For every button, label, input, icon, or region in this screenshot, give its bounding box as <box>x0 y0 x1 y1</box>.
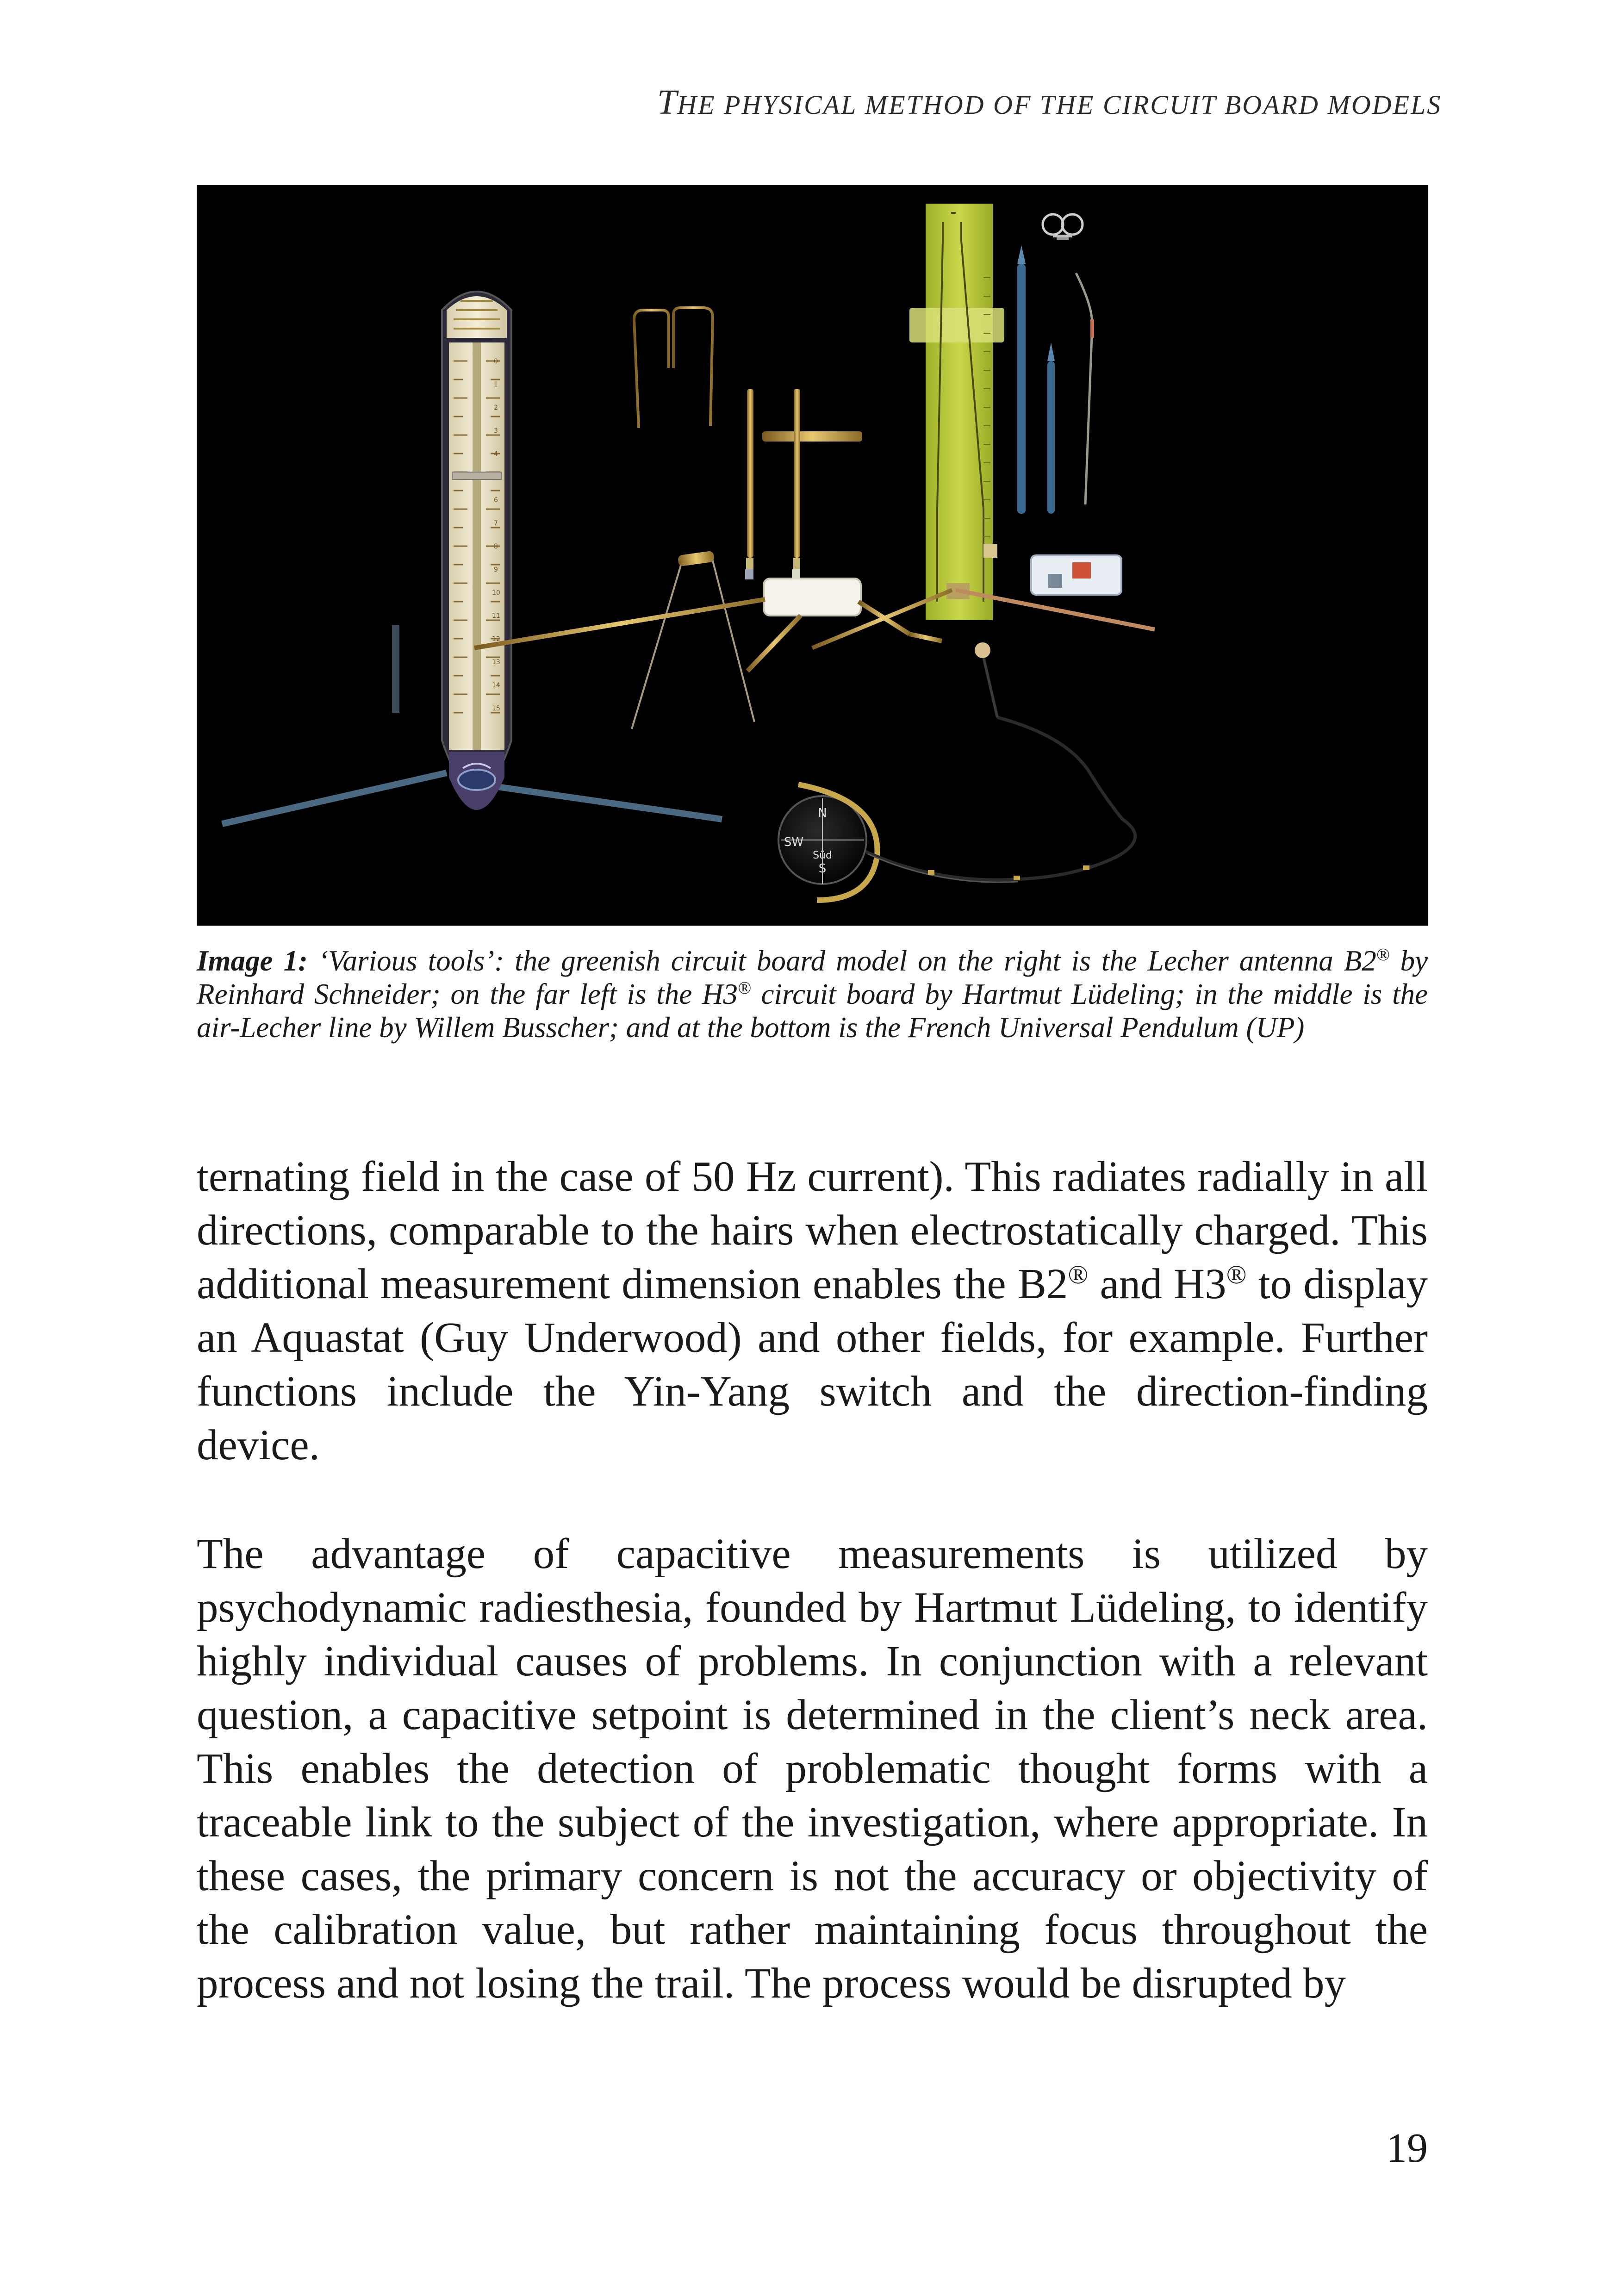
scale-label: 0 <box>494 358 498 365</box>
scale-label: 3 <box>494 427 498 435</box>
scale-label: 15 <box>492 705 500 712</box>
small-component-box <box>1031 555 1121 595</box>
scale-label: 6 <box>494 497 498 504</box>
page-number: 19 <box>1386 2125 1428 2171</box>
compass-label-sw: SW <box>784 835 804 849</box>
caption-reg-2: ® <box>738 978 751 998</box>
para1-text-b: and H3 <box>1088 1260 1226 1308</box>
h3-circuit-board <box>442 292 511 810</box>
scale-label: 13 <box>492 659 500 666</box>
figure-caption <box>197 944 1428 1044</box>
compass-label-sud: Süd <box>813 850 832 861</box>
para1-text-c: to display an Aquastat (Guy Underwood) and other fields, for example. Further functions include the Yin-Yang switch and the direction-finding device. <box>197 1260 1428 1469</box>
body-paragraph-2: The advantage of capacitive measurements is utilized by psychodynamic radiesthesia, founded by Hartmut Lüdeling, to identify highly individual causes of problems. In conjunction with a relevant question, a capacitive setpoint is determined in the client’s neck area. This enables the detection of problematic thought forms with a traceable link to the subject of the investigation, where appropriate. In these cases, the primary concern is not the accuracy or objectivity of the calibration value, but rather maintaining focus throughout the process and not losing the trail. The process would be disrupted by <box>197 1530 1428 2007</box>
scale-label: 2 <box>494 404 498 411</box>
caption-reg-1: ® <box>1376 945 1390 964</box>
scale-label: 12 <box>492 635 500 643</box>
body-paragraph-1 <box>197 1150 1428 1472</box>
para1-reg-2: ® <box>1226 1260 1247 1289</box>
caption-label: Image 1: <box>197 945 308 977</box>
scale-label: 8 <box>494 543 498 550</box>
running-header <box>657 82 1442 123</box>
compass-label-n: N <box>818 806 827 820</box>
compass-label-s: S <box>818 862 827 876</box>
running-header-initial: T <box>657 83 678 122</box>
tools-photo <box>197 185 1428 926</box>
caption-text-2: by Reinhard Schneider; on the far left is the H3 <box>197 945 1428 1010</box>
para1-text-a: ternating field in the case of 50 Hz current). This radiates radially in all directions, comparable to the hairs when electrostatically charged. This additional measurement dimension enables the B2 <box>197 1153 1428 1308</box>
scale-label: 10 <box>492 589 500 597</box>
caption-text-3: circuit board by Hartmut Lüdeling; in the middle is the air-Lecher line by Willem Busscher; and at the bottom is the French Universal Pendulum (UP) <box>197 978 1428 1044</box>
scale-label: 1 <box>494 381 498 388</box>
scale-label: 14 <box>492 682 500 689</box>
scale-label: 11 <box>492 612 500 620</box>
caption-text-1: ‘Various tools’: the greenish circuit board model on the right is the Lecher antenna B2 <box>308 945 1376 977</box>
scale-label: 9 <box>494 566 498 573</box>
para1-reg-1: ® <box>1068 1260 1089 1289</box>
scale-label: 7 <box>494 520 498 527</box>
running-header-rest: HE PHYSICAL METHOD OF THE CIRCUIT BOARD MODELS <box>677 90 1442 120</box>
scale-label: 4 <box>494 450 498 458</box>
